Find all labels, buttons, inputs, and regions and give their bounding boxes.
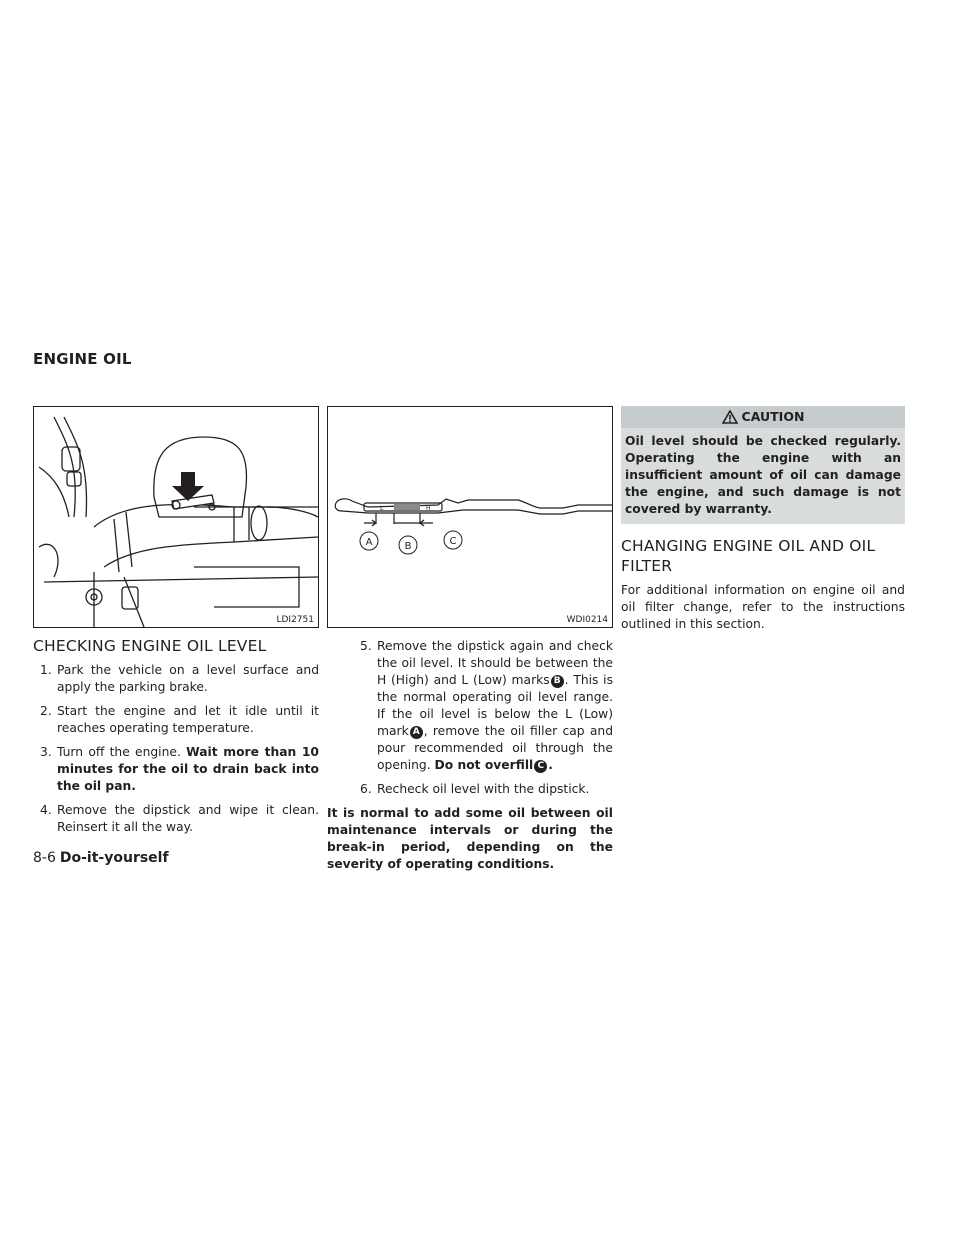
label-b: B [404, 541, 412, 552]
changing-body: For additional information on engine oil and oil filter change, refer to the instructions outlined in this section. [621, 583, 905, 631]
section-title: ENGINE OIL [33, 350, 132, 368]
svg-text:L: L [380, 505, 384, 512]
engine-bay-illustration [34, 407, 318, 627]
footer-section: Do-it-yourself [59, 850, 169, 866]
list-item: 5. Remove the dipstick again and check the oil level. It should be between the H (High) and L (Low) marks B . This is the normal operating oil level range. If the oil level is below the L (Low) mark A , remove the oil filler cap and pour recommended oil through the opening. Do not overfill C . [360, 639, 613, 772]
list-item: 4. Remove the dipstick and wipe it clean. Reinsert it all the way. [40, 803, 319, 834]
checking-heading: CHECKING ENGINE OIL LEVEL [33, 637, 267, 655]
list-item: 6. Recheck oil level with the dipstick. [360, 782, 590, 796]
checking-oil-continued [327, 638, 613, 873]
hatched-band [394, 504, 420, 510]
engine-bay-figure [33, 406, 319, 628]
svg-text:H: H [426, 505, 431, 512]
changing-heading: CHANGING ENGINE OIL AND OIL FILTER [621, 537, 876, 575]
list-item: 2. Start the engine and let it idle until it reaches operating temperature. [40, 704, 319, 735]
caution-header [621, 406, 905, 428]
mark-b-icon: B [551, 675, 564, 688]
figure-code: WDI0214 [566, 615, 608, 625]
list-item: 1. Park the vehicle on a level surface and apply the parking brake. [40, 663, 319, 694]
caution-body: Oil level should be checked regularly. Operating the engine with an insufficient amount of oil can damage the engine, and such damage is not covered by warranty. [625, 434, 901, 516]
page-number: 8-6 [33, 850, 56, 866]
normal-oil-note: It is normal to add some oil between oil maintenance intervals or during the break-in period, depending on the severity of operating conditions. [327, 806, 613, 871]
dipstick-illustration [328, 407, 612, 627]
page-footer [33, 850, 169, 866]
checking-steps [33, 662, 319, 836]
checking-steps-continued [360, 638, 613, 798]
dipstick-figure [327, 406, 613, 628]
mark-c-icon: C [534, 760, 547, 773]
caution-title: CAUTION [741, 409, 805, 424]
checking-oil-section [33, 636, 319, 843]
caution-box [621, 406, 905, 524]
list-item: 3. Turn off the engine. Wait more than 10 minutes for the oil to drain back into the oil pan. [40, 745, 319, 793]
label-c: C [449, 536, 457, 547]
warning-triangle-icon [722, 409, 738, 431]
right-column [621, 406, 905, 633]
label-a: A [365, 537, 373, 548]
mark-a-icon: A [410, 726, 423, 739]
figure-code: LDI2751 [276, 615, 314, 625]
